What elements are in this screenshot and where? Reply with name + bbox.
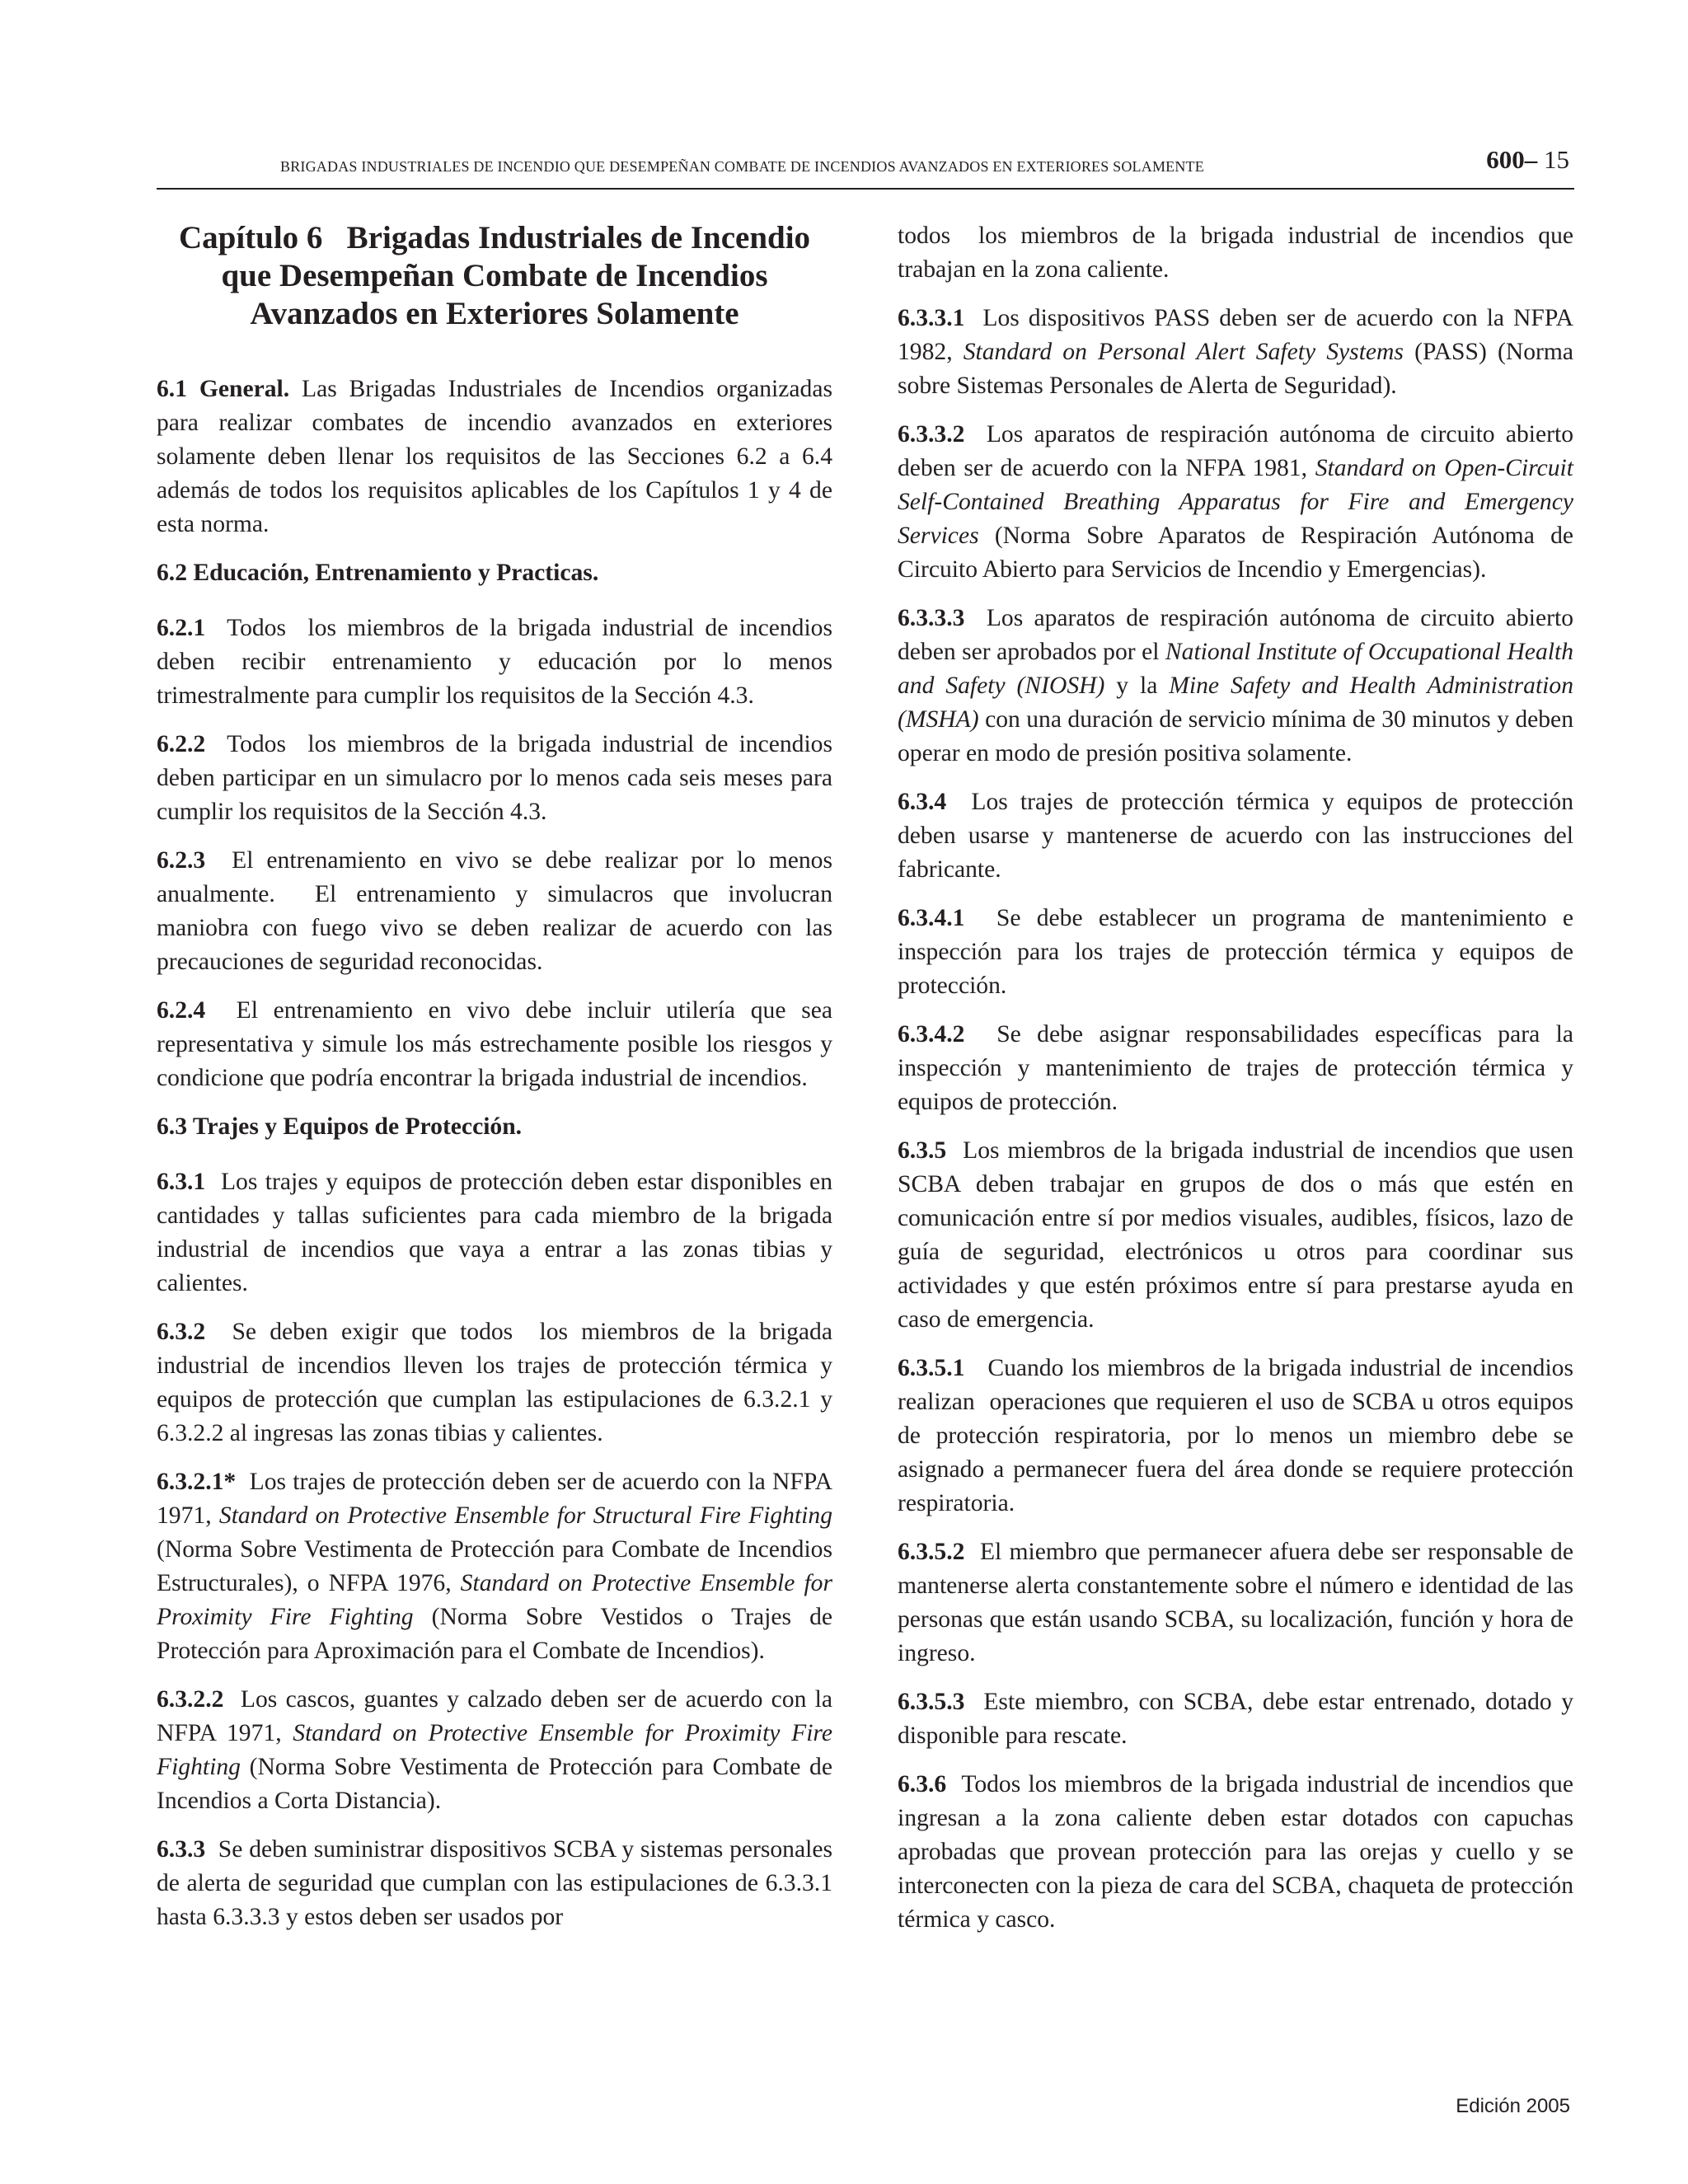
paragraph-text: Los trajes y equipos de protección deben estar disponibles en cantidades y tallas suficientes para cada miembro de la brigada industrial de incendios que vaya a entrar a las zonas tibias y calientes. [157, 1169, 839, 1296]
page-number-value: 15 [1544, 145, 1569, 174]
paragraph-number: 6.3.6 [898, 1771, 947, 1797]
paragraph-text: Los miembros de la brigada industrial de incendios que usen SCBA deben trabajar en grupos de dos o más que estén en comunicación entre sí por medios visuales, audibles, físicos, lazo de guía de seguridad, electrónicos u otros para coordinar sus actividades y que estén próximos entre sí para prestarse ayuda en caso de emergencia. [898, 1137, 1580, 1333]
left-paragraphs [157, 373, 839, 1934]
paragraph [157, 1315, 839, 1451]
paragraph [157, 728, 839, 829]
paragraph-text: El entrenamiento en vivo debe incluir utilería que sea representativa y simule los más estrechamente posible los riesgos y condicione que podría encontrar la brigada industrial de incendios. [157, 997, 839, 1091]
paragraph-text: Los aparatos de respiración autónoma de circuito abierto deben ser de acuerdo con la NFPA 1981, Standard on Open-Circuit Self-Contained Breathing Apparatus for Fire and Emergency Services (Norma Sobre Aparatos de Respiración Autónoma de Circuito Abierto para Servicios de Incendio y Emergencias). [898, 421, 1580, 583]
page-number [1486, 145, 1569, 175]
paragraph [898, 785, 1580, 887]
paragraph-text: Cuando los miembros de la brigada industrial de incendios realizan operaciones que requieren el uso de SCBA u otros equipos de protección respiratoria, por lo menos un miembro debe se asignado a permanecer fuera del área donde se requiere protección respiratoria. [898, 1355, 1580, 1516]
paragraph [898, 1685, 1580, 1753]
section-heading: 6.2 Educación, Entrenamiento y Practicas. [157, 560, 599, 586]
paragraph-number: 6.3.2.2 [157, 1686, 224, 1713]
paragraph-number: 6.2.4 [157, 997, 206, 1024]
paragraph [898, 902, 1580, 1003]
chapter-title-line: Avanzados en Exteriores Solamente [250, 296, 739, 331]
italic-citation: Standard on Protective Ensemble for Proximity Fire Fighting [157, 1720, 839, 1780]
paragraph [157, 612, 839, 713]
paragraph [157, 1683, 839, 1818]
paragraph [157, 1465, 839, 1668]
paragraph [898, 302, 1580, 403]
paragraph-text: Las Brigadas Industriales de Incendios organizadas para realizar combates de incendio avanzados en exteriores solamente deben llenar los requisitos de las Secciones 6.2 a 6.4 además de todos los requisitos aplicables de los Capítulos 1 y 4 de esta norma. [157, 376, 839, 537]
paragraph-number: 6.3.1 [157, 1169, 206, 1195]
paragraph-number: 6.3.3.2 [898, 421, 965, 448]
paragraph [157, 1165, 839, 1301]
edition-footer: Edición 2005 [1456, 2095, 1570, 2117]
italic-citation: National Institute of Occupational Health and Safety (NIOSH) [898, 639, 1580, 699]
paragraph [157, 994, 839, 1095]
paragraph [898, 219, 1580, 287]
paragraph [157, 844, 839, 979]
paragraph-text: El miembro que permanecer afuera debe ser responsable de mantenerse alerta constantemente sobre el número e identidad de las personas que están usando SCBA, su localización, función y hora de ingreso. [898, 1539, 1580, 1666]
chapter-title-line: Capítulo 6 Brigadas Industriales de Incendio [178, 220, 811, 255]
paragraph-number: 6.2.2 [157, 731, 206, 757]
paragraph [898, 1018, 1580, 1119]
paragraph-number: 6.3.2 [157, 1319, 206, 1345]
paragraph-text: Todos los miembros de la brigada industrial de incendios deben participar en un simulacro por lo menos cada seis meses para cumplir los requisitos de la Sección 4.3. [157, 731, 839, 825]
italic-citation: Standard on Protective Ensemble for Proximity Fire Fighting [157, 1570, 839, 1630]
paragraph [898, 1768, 1580, 1937]
paragraph-number: 6.3.3.1 [898, 305, 965, 331]
italic-citation: Standard on Open-Circuit Self-Contained Breathing Apparatus for Fire and Emergency Services [898, 455, 1580, 549]
paragraph-number: 6.3.2.1* [157, 1469, 237, 1495]
paragraph [898, 1352, 1580, 1521]
paragraph-number: 6.3.5 [898, 1137, 947, 1164]
paragraph [898, 1535, 1580, 1671]
paragraph-text: Los trajes de protección térmica y equipos de protección deben usarse y mantenerse de acuerdo con las instrucciones del fabricante. [898, 789, 1580, 883]
paragraph-number: 6.1 General. [157, 376, 290, 402]
paragraph-number: 6.3.4.2 [898, 1021, 965, 1047]
left-column [157, 219, 839, 1949]
doc-number: 600– [1486, 145, 1538, 174]
paragraph-text: Los aparatos de respiración autónoma de circuito abierto deben ser aprobados por el National Institute of Occupational Health and Safety (NIOSH) y la Mine Safety and Health Administration (MSHA) con una duración de servicio mínima de 30 minutos y deben operar en modo de presión positiva solamente. [898, 605, 1580, 766]
running-header [157, 145, 1574, 190]
section-heading: 6.3 Trajes y Equipos de Protección. [157, 1113, 523, 1140]
chapter-title [157, 219, 832, 333]
italic-citation: Standard on Personal Alert Safety Systems [963, 339, 1404, 365]
paragraph-number: 6.2.1 [157, 615, 206, 641]
paragraph-text: Los cascos, guantes y calzado deben ser de acuerdo con la NFPA 1971, Standard on Protective Ensemble for Proximity Fire Fighting (Norma Sobre Vestimenta de Protección para Combate de Incendios a Corta Distancia). [157, 1686, 839, 1814]
right-column [898, 219, 1580, 1952]
running-title: BRIGADAS INDUSTRIALES DE INCENDIO QUE DESEMPEÑAN COMBATE DE INCENDIOS AVANZADOS EN EXTERIORES SOLAMENTE [280, 158, 1204, 175]
paragraph-number: 6.3.5.1 [898, 1355, 965, 1381]
paragraph-number: 6.3.4 [898, 789, 947, 815]
paragraph-text: El entrenamiento en vivo se debe realizar por lo menos anualmente. El entrenamiento y simulacros que involucran maniobra con fuego vivo se deben realizar de acuerdo con las precauciones de seguridad reconocidas. [157, 847, 839, 975]
paragraph [157, 373, 839, 541]
paragraph-text: Se deben exigir que todos los miembros de la brigada industrial de incendios lleven los trajes de protección térmica y equipos de protección que cumplan las estipulaciones de 6.3.2.1 y 6.3.2.2 al ingresas las zonas tibias y calientes. [157, 1319, 839, 1446]
paragraph-number: 6.3.3.3 [898, 605, 965, 631]
paragraph [898, 602, 1580, 771]
paragraph-text: Los dispositivos PASS deben ser de acuerdo con la NFPA 1982, Standard on Personal Alert Safety Systems (PASS) (Norma sobre Sistemas Personales de Alerta de Seguridad). [898, 305, 1580, 399]
italic-citation: Mine Safety and Health Administration (MSHA) [898, 673, 1580, 733]
paragraph-number: 6.3.3 [157, 1836, 206, 1863]
paragraph [898, 418, 1580, 587]
paragraph [898, 1134, 1580, 1337]
italic-citation: Standard on Protective Ensemble for Structural Fire Fighting [218, 1502, 833, 1529]
paragraph-number: 6.3.4.1 [898, 905, 965, 931]
paragraph [157, 1833, 839, 1934]
paragraph-number: 6.2.3 [157, 847, 206, 874]
paragraph-number: 6.3.5.3 [898, 1689, 965, 1715]
paragraph-text: Se deben suministrar dispositivos SCBA y sistemas personales de alerta de seguridad que cumplan con las estipulaciones de 6.3.3.1 hasta 6.3.3.3 y estos deben ser usados por [157, 1836, 839, 1930]
paragraph-text: Los trajes de protección deben ser de acuerdo con la NFPA 1971, Standard on Protective Ensemble for Structural Fire Fighting (Norma Sobre Vestimenta de Protección para Combate de Incendios Estructurales), o NFPA 1976, Standard on Protective Ensemble for Proximity Fire Fighting (Norma Sobre Vestidos o Trajes de Protección para Aproximación para el Combate de Incendios). [157, 1469, 839, 1664]
right-paragraphs [898, 219, 1580, 1937]
chapter-title-line: que Desempeñan Combate de Incendios [221, 258, 768, 293]
paragraph-text: Se debe establecer un programa de mantenimiento e inspección para los trajes de protección térmica y equipos de protección. [898, 905, 1580, 999]
paragraph-text: todos los miembros de la brigada industrial de incendios que trabajan en la zona caliente. [898, 223, 1580, 283]
paragraph-text: Se debe asignar responsabilidades específicas para la inspección y mantenimiento de trajes de protección térmica y equipos de protección. [898, 1021, 1580, 1115]
paragraph-text: Este miembro, con SCBA, debe estar entrenado, dotado y disponible para rescate. [898, 1689, 1580, 1749]
paragraph-text: Todos los miembros de la brigada industrial de incendios deben recibir entrenamiento y educación por lo menos trimestralmente para cumplir los requisitos de la Sección 4.3. [157, 615, 839, 709]
paragraph-number: 6.3.5.2 [898, 1539, 965, 1565]
paragraph-text: Todos los miembros de la brigada industrial de incendios que ingresan a la zona caliente deben estar dotados con capuchas aprobadas que provean protección para las orejas y cuello y se interconecten con la pieza de cara del SCBA, chaqueta de protección térmica y casco. [898, 1771, 1580, 1933]
